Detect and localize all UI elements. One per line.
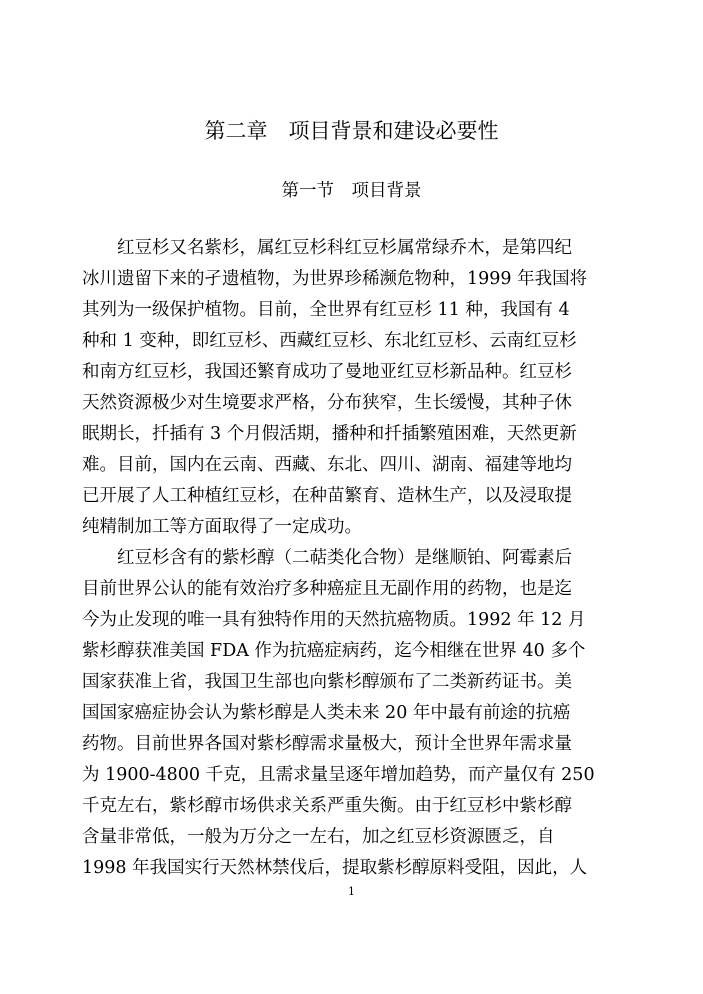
- text-line: 天然资源极少对生境要求严格，分布狭窄，生长缓慢，其种子休: [82, 393, 572, 413]
- text-line: 1998 年我国实行天然林禁伐后，提取紫杉醇原料受阻，因此，人: [82, 858, 588, 878]
- text-line: 含量非常低，一般为万分之一左右，加之红豆杉资源匮乏，自: [82, 827, 555, 847]
- text-line: 其列为一级保护植物。目前，全世界有红豆杉 11 种，我国有 4: [82, 300, 570, 320]
- text-line: 纯精制加工等方面取得了一定成功。: [82, 517, 362, 537]
- text-line: 种和 1 变种，即红豆杉、西藏红豆杉、东北红豆杉、云南红豆杉: [82, 331, 577, 351]
- text-line: 红豆杉含有的紫杉醇（二萜类化合物）是继顺铂、阿霉素后: [82, 548, 572, 568]
- text-line: 国家获准上省，我国卫生部也向紫杉醇颁布了二类新药证书。美: [82, 672, 572, 692]
- text-line: 红豆杉又名紫杉，属红豆杉科红豆杉属常绿乔木，是第四纪: [82, 238, 572, 258]
- chapter-title: 第二章 项目背景和建设必要性: [204, 119, 499, 143]
- section-title: 第一节 项目背景: [281, 181, 422, 201]
- text-line: 千克左右，紫杉醇市场供求关系严重失衡。由于红豆杉中紫杉醇: [82, 796, 572, 816]
- page-number: 1: [348, 885, 355, 898]
- text-line: 目前世界公认的能有效治疗多种癌症且无副作用的药物，也是迄: [82, 579, 572, 599]
- text-line: 为 1900-4800 千克，且需求量呈逐年增加趋势，而产量仅有 250: [82, 765, 595, 785]
- text-line: 冰川遗留下来的孑遗植物，为世界珍稀濒危物种，1999 年我国将: [82, 269, 588, 289]
- text-line: 已开展了人工种植红豆杉，在种苗繁育、造林生产，以及浸取提: [82, 486, 572, 506]
- text-line: 难。目前，国内在云南、西藏、东北、四川、湖南、福建等地均: [82, 455, 572, 475]
- body-text: [82, 233, 627, 884]
- text-line: 和南方红豆杉，我国还繁育成功了曼地亚红豆杉新品种。红豆杉: [82, 362, 572, 382]
- text-line: 眠期长，扦插有 3 个月假活期，播种和扦插繁殖困难，天然更新: [82, 424, 577, 444]
- text-line: 紫杉醇获准美国 FDA 作为抗癌症病药，迄今相继在世界 40 多个: [82, 641, 586, 661]
- text-line: 今为止发现的唯一具有独特作用的天然抗癌物质。1992 年 12 月: [82, 610, 586, 630]
- text-line: 国国家癌症协会认为紫杉醇是人类未来 20 年中最有前途的抗癌: [82, 703, 571, 723]
- text-line: 药物。目前世界各国对紫杉醇需求量极大，预计全世界年需求量: [82, 734, 572, 754]
